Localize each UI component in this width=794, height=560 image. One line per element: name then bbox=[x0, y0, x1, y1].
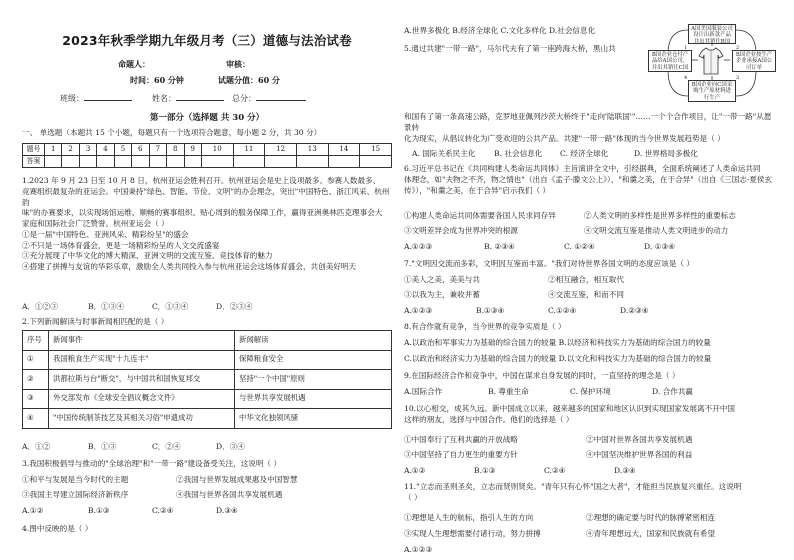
question-5 bbox=[404, 112, 776, 144]
q3-choice-b[interactable]: B.①③ bbox=[88, 506, 110, 515]
answer-cell[interactable] bbox=[149, 156, 166, 168]
answer-number: 4 bbox=[97, 144, 114, 156]
news-index: ② bbox=[23, 370, 49, 390]
q11-item: ④青年理想远大，国家和民族就有希望 bbox=[586, 529, 716, 538]
table-row bbox=[23, 370, 392, 390]
q1-choice-d[interactable]: D．②③④ bbox=[216, 302, 253, 311]
class-blank[interactable] bbox=[84, 100, 132, 101]
q2-choice-c[interactable]: C．②④ bbox=[152, 442, 181, 451]
q11-item: ③实现人生理想需要付诸行动，努力拼搏 bbox=[404, 529, 541, 538]
table-row bbox=[23, 409, 392, 429]
answer-cell[interactable] bbox=[184, 156, 201, 168]
news-index: ① bbox=[23, 350, 49, 370]
q11-line: （ ） bbox=[404, 492, 422, 502]
total-label: 总分： bbox=[232, 94, 256, 103]
part1-heading: 第一部分（选择题 共 30 分） bbox=[149, 113, 265, 123]
q6-choice-c[interactable]: C. ①②④ bbox=[564, 242, 595, 251]
answer-cell[interactable] bbox=[114, 156, 131, 168]
q3-stem: 3.我国积极倡导与推动的"全球治理"和"一带一路"建设备受关注，这说明（ ） bbox=[22, 459, 282, 468]
total-field bbox=[232, 94, 306, 103]
answer-cell[interactable] bbox=[201, 156, 233, 168]
news-header-cell: 新闻解读 bbox=[235, 331, 392, 351]
news-header-cell: 新闻事件 bbox=[49, 331, 235, 351]
q7-stem: 7."文明因交流而多彩，文明因互鉴而丰富。"我们对待世界各国文明的态度应该是（ ） bbox=[404, 259, 695, 268]
q10-item: ②中国对世界各国共享发展机遇 bbox=[586, 435, 693, 444]
diagram-number: 3 bbox=[736, 75, 740, 81]
news-index: ③ bbox=[23, 389, 49, 409]
q5-choice-a[interactable]: A. 国际关系民主化 bbox=[412, 149, 476, 158]
news-event: 我国粮食生产实现"十九连丰" bbox=[49, 350, 235, 370]
q11-item: ①理想是人生的航标，指引人生的方向 bbox=[404, 513, 534, 522]
q5-choice-c[interactable]: C. 经济全球化 bbox=[560, 149, 609, 158]
answer-cell[interactable] bbox=[79, 156, 96, 168]
q1-item: ③充分展现了中华文化的博大精深、亚洲文明的交流互鉴、竞技体育的魅力 bbox=[22, 251, 273, 261]
q6-item: ④文明交流互鉴是推动人类文明进步的动力 bbox=[584, 226, 729, 235]
name-blank[interactable] bbox=[176, 100, 224, 101]
answer-number: 6 bbox=[132, 144, 149, 156]
q1-choice-a[interactable]: A．①②③ bbox=[22, 302, 58, 311]
q8-choices-cd[interactable]: C.以政治和经济实力为基础的综合国力的较量 D.以文化和科技实力为基础的综合国力的较量 bbox=[404, 354, 712, 363]
answer-cell[interactable] bbox=[132, 156, 149, 168]
exam-title: 2023年秋季学期九年级月考（三）道德与法治试卷 bbox=[62, 33, 352, 48]
q7-choice-c[interactable]: C.①②④ bbox=[548, 306, 577, 315]
answer-cell[interactable] bbox=[97, 156, 114, 168]
q3-choice-c[interactable]: C.②④ bbox=[152, 506, 174, 515]
q7-choice-a[interactable]: A.①②③ bbox=[404, 306, 433, 315]
answer-number: 8 bbox=[167, 144, 184, 156]
answer-table-number-row bbox=[23, 144, 392, 156]
q10-line: 这样的朋友，选择与中国合作。他们的选择是（ ） bbox=[404, 414, 574, 424]
answer-cell[interactable] bbox=[265, 156, 297, 168]
q7-choice-d[interactable]: D.②③④ bbox=[620, 306, 649, 315]
q1-choice-c[interactable]: C．①③④ bbox=[152, 302, 189, 311]
q11-line: 11."立志而圣则圣矣，立志而贤则贤矣。"青年只有心怀"国之大者"，才能担当民族复兴重任。这说明 bbox=[404, 482, 742, 491]
q1-line: 味"的办赛要求，以实现场馆运维、顺畅的赛事组织、贴心周到的服务保障工作，赢得亚洲奥林匹克理事会大 bbox=[22, 208, 383, 218]
total-blank[interactable] bbox=[256, 100, 306, 101]
answer-number: 11 bbox=[233, 144, 265, 156]
diagram-box-a: A国美国服装公司设计出新款产品并出其销往B国 bbox=[688, 24, 736, 44]
answer-table-answer-row bbox=[23, 156, 392, 168]
class-label: 班级： bbox=[60, 94, 84, 103]
answer-number: 3 bbox=[79, 144, 96, 156]
answer-number: 2 bbox=[62, 144, 79, 156]
q6-line: 体理念，如"夫物之不齐，物之情也"（出自《孟子·滕文公上》），"和羹之美，在于合异"（出自《三国志·夏侯玄传》），"和羹之美，在于合异"启示我们（ ） bbox=[404, 174, 773, 195]
question-10 bbox=[404, 404, 776, 426]
answer-number: 5 bbox=[114, 144, 131, 156]
q8-stem: 8.有合作就有竞争，当今世界的竞争实质是（ ） bbox=[404, 322, 566, 331]
score-label: 试题分值：60 分 bbox=[218, 75, 280, 85]
q3-item: ③我国主导建立国际经济新秩序 bbox=[22, 490, 129, 499]
answer-number: 12 bbox=[265, 144, 297, 156]
q7-item: ①美人之美，美美与共 bbox=[404, 275, 480, 284]
q4-stem: 4.图中反映的是（ ） bbox=[22, 524, 93, 533]
q10-line: 10.以心相交，成其久远。新中国成立以来，越来越多的国家和地区认识到实现国家发展离不开中国 bbox=[404, 404, 736, 413]
news-table bbox=[22, 330, 392, 429]
q10-item: ③中国坚持了自力更生的重要方针 bbox=[404, 450, 518, 459]
q3-item: ①和平与发展是当今时代的主题 bbox=[22, 475, 129, 484]
author-label: 命题人： bbox=[118, 59, 150, 69]
q5-line: 5.通过共建"一带一路"，马尔代夫有了第一座跨海大桥，黑山共 bbox=[404, 44, 616, 53]
q10-choice-a[interactable]: A.①② bbox=[404, 466, 426, 475]
reviewer-label: 审核： bbox=[226, 59, 250, 69]
q9-stem: 9.在国际经济合作和竞争中，中国在谋求自身发展的同时，一直坚持的理念是（ ） bbox=[404, 371, 680, 380]
q9-choice-d[interactable]: D. 合作共赢 bbox=[652, 387, 694, 396]
q10-item: ④中国坚决维护世界各国的利益 bbox=[586, 450, 693, 459]
diagram-box-b-left: B国企业仓付产品给A国公司，并出其销往C国 bbox=[648, 50, 692, 72]
answer-number: 9 bbox=[184, 144, 201, 156]
q2-stem: 2.下列新闻解读与时事新闻相匹配的是（ ） bbox=[22, 317, 169, 326]
table-row bbox=[23, 350, 392, 370]
answer-table bbox=[22, 143, 392, 168]
answer-cell[interactable] bbox=[360, 156, 392, 168]
question-11 bbox=[404, 482, 776, 504]
q1-choice-b[interactable]: B．①③④ bbox=[88, 302, 124, 311]
answer-number: 1 bbox=[45, 144, 62, 156]
news-table-header bbox=[23, 331, 392, 351]
q2-choice-d[interactable]: D．③④ bbox=[216, 442, 245, 451]
answer-number: 15 bbox=[360, 144, 392, 156]
news-header-cell: 序号 bbox=[23, 331, 49, 351]
answer-number: 14 bbox=[328, 144, 360, 156]
class-field bbox=[60, 94, 132, 103]
answer-table-answer-label: 答案 bbox=[23, 156, 45, 168]
name-label: 姓名： bbox=[152, 94, 176, 103]
news-index: ④ bbox=[23, 409, 49, 429]
table-row bbox=[23, 389, 392, 409]
q11-item: ②理想的确定要与时代的脉搏紧密相连 bbox=[586, 513, 716, 522]
news-event: 外交部发布《全球安全倡议概念文件》 bbox=[49, 389, 235, 409]
question-1 bbox=[22, 176, 394, 273]
q1-item: ④搭建了拼搏与友谊的华彩乐章，激励全人类共同投入参与杭州亚运会这场体育盛会，共创美好明天 bbox=[22, 262, 357, 272]
q6-choice-a[interactable]: A.①②③ bbox=[404, 242, 433, 251]
diagram-number: 2 bbox=[736, 45, 740, 51]
answer-cell[interactable] bbox=[45, 156, 62, 168]
answer-number: 7 bbox=[149, 144, 166, 156]
q6-choice-b[interactable]: B. ②③④ bbox=[484, 242, 515, 251]
q6-item: ②人类文明的多样性是世界多样性的重要标志 bbox=[584, 211, 736, 220]
q11-choice-a[interactable]: A.①②③ bbox=[404, 545, 433, 554]
q10-item: ①中国奉行了互利共赢的开放战略 bbox=[404, 435, 518, 444]
q10-choice-d[interactable]: D.③④ bbox=[614, 466, 636, 475]
news-interpretation: 坚持"一个中国"原则 bbox=[235, 370, 392, 390]
part1-instruction: 一、 单选题（本题共 15 个小题，每题只有一个选项符合题意，每小题 2 分，共 30 分） bbox=[22, 128, 322, 137]
q5-choice-b[interactable]: B. 社会信息化 bbox=[494, 149, 543, 158]
question-6 bbox=[404, 164, 776, 196]
q1-line: 1.2023 年 9 月 23 日至 10 月 8 日，杭州亚运会胜利召开。杭州亚运会是史上设项最多、参赛人数最多、 bbox=[22, 176, 381, 185]
trade-diagram bbox=[648, 24, 776, 102]
q2-choice-a[interactable]: A．①② bbox=[22, 442, 51, 451]
answer-number: 10 bbox=[201, 144, 233, 156]
q1-line: 竞赛组织最复杂的亚运会。中国秉持"绿色、智能、节俭、文明"的办会理念，突出"中国特色、浙江风采、杭州韵 bbox=[22, 186, 390, 207]
q9-choice-a[interactable]: A.国际合作 bbox=[404, 387, 443, 396]
answer-number: 13 bbox=[296, 144, 328, 156]
q9-choice-b[interactable]: B. 尊重生命 bbox=[488, 387, 529, 396]
news-interpretation: 与世界共享发展机遇 bbox=[235, 389, 392, 409]
q2-choice-b[interactable]: B．①③ bbox=[88, 442, 117, 451]
q8-choices-ab[interactable]: A.以政治和军事实力为基础的综合国力的较量 B.以经济和科技实力为基础的综合国力的较量 bbox=[404, 338, 711, 347]
news-event: 洪都拉斯与台"断交"，与中国共和国恢复邦交 bbox=[49, 370, 235, 390]
q7-item: ④交流互鉴，和而不同 bbox=[548, 290, 624, 299]
q7-item: ②相互融合，相互取代 bbox=[548, 275, 624, 284]
q5-choice-d[interactable]: D. 世界格局多极化 bbox=[634, 149, 698, 158]
q5-line: 和国有了第一条高速公路，克罗地亚佩列沙茨大桥终于"走向'陆联国'"……一个个合作项目，让"一带一路"从愿景转 bbox=[404, 112, 772, 132]
diagram-number: 4 bbox=[684, 75, 688, 81]
q5-line: 化为现实，从倡议转化为广受欢迎的公共产品。共建"一带一路"体现的当今世界发展趋势是（ ） bbox=[404, 133, 725, 143]
news-event: "中国传统制茶技艺及其相关习俗"申遗成功 bbox=[49, 409, 235, 429]
answer-cell[interactable] bbox=[167, 156, 184, 168]
q6-item: ①构建人类命运共同体需要各国人民求同存异 bbox=[404, 211, 556, 220]
q3-item: ④我国与世界各国共享发展机遇 bbox=[176, 490, 283, 499]
answer-cell[interactable] bbox=[233, 156, 265, 168]
answer-cell[interactable] bbox=[62, 156, 79, 168]
q1-item: ①是一届"中国特色、亚洲风采、精彩纷呈"的盛会 bbox=[22, 229, 189, 239]
q7-item: ③以我为主，兼收并蓄 bbox=[404, 290, 480, 299]
time-label: 时间：60 分钟 bbox=[130, 75, 184, 85]
shirt-icon bbox=[698, 46, 724, 76]
answer-table-number-label: 题号 bbox=[23, 144, 45, 156]
q10-choice-c[interactable]: C.②④ bbox=[544, 466, 566, 475]
q6-choice-d[interactable]: D. ①③④ bbox=[644, 242, 676, 251]
q9-choice-c[interactable]: C. 保护环境 bbox=[570, 387, 611, 396]
q7-choice-b[interactable]: B.①③④ bbox=[476, 306, 505, 315]
q4-choices[interactable]: A.世界多极化 B.经济全球化 C.文化多样化 D.社会信息化 bbox=[404, 26, 596, 35]
answer-cell[interactable] bbox=[328, 156, 360, 168]
q3-choice-a[interactable]: A.①② bbox=[22, 506, 44, 515]
diagram-box-b-right: B国企业按生产企业承接A国公司订单 bbox=[732, 50, 776, 72]
diagram-number: 1 bbox=[684, 45, 688, 51]
answer-cell[interactable] bbox=[296, 156, 328, 168]
q10-choice-b[interactable]: B.①③ bbox=[474, 466, 496, 475]
q1-item: ②不只是一场体育盛会，更是一场精彩纷呈的人文交流盛宴 bbox=[22, 240, 220, 250]
q6-line: 6.习近平总书记在《共同构建人类命运共同体》主旨演讲全文中，引经据典，全面系统阐述了人类命运共同 bbox=[404, 164, 761, 173]
q3-item: ②我国与世界发展成果惠及中国智慧 bbox=[176, 475, 298, 484]
diagram-box-c: B国企业向C国采购生产原材料进行生产 bbox=[688, 80, 736, 102]
news-interpretation: 保障粮食安全 bbox=[235, 350, 392, 370]
name-field bbox=[152, 94, 224, 103]
q1-line: 家庭和国际社会广泛赞誉。杭州亚运会（ ） bbox=[22, 219, 169, 229]
news-interpretation: 中华文化独领风骚 bbox=[235, 409, 392, 429]
q6-item: ③文明差异会成为世界冲突的根源 bbox=[404, 226, 518, 235]
q3-choice-d[interactable]: D.③④ bbox=[216, 506, 238, 515]
